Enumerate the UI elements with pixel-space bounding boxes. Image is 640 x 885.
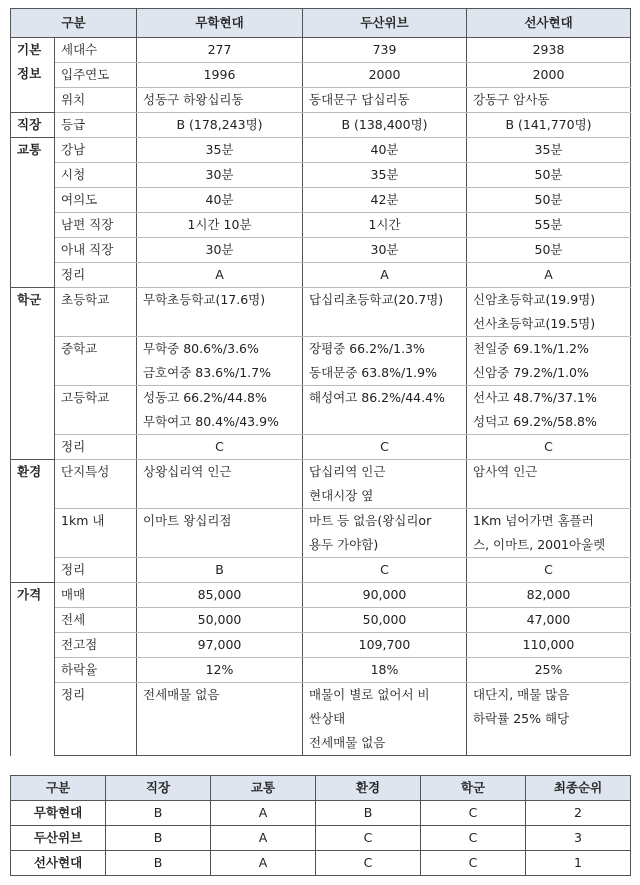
row-label: 등급 [55,113,137,138]
value-cell: 성동구 하왕십리동 [137,88,303,113]
table-row [11,88,631,113]
row-label: 하락율 [55,658,137,683]
value-cell: 선사고 48.7%/37.1% 성덕고 69.2%/58.8% [467,386,631,435]
table-row [11,608,631,633]
value-cell: 25% [467,658,631,683]
value-cell: C [467,435,631,460]
summary-header-cell: 교통 [211,776,316,801]
summary-header-cell: 최종순위 [526,776,631,801]
value-cell: 739 [303,38,467,63]
table-row [11,558,631,583]
value-cell: 2000 [467,63,631,88]
value-cell: 42분 [303,188,467,213]
value-cell: C [303,435,467,460]
table-row [11,163,631,188]
value-cell: 전세매물 없음 [137,683,303,756]
row-label: 정리 [55,558,137,583]
value-cell: 1Km 넘어가면 홈플러 스, 이마트, 2001아울렛 [467,509,631,558]
value-cell: 상왕십리역 인근 [137,460,303,509]
value-cell: 30분 [137,238,303,263]
value-cell: 마트 등 없음(왕십리or 용두 가야함) [303,509,467,558]
summary-cell: C [316,851,421,876]
summary-row [11,801,631,826]
value-cell: B (178,243명) [137,113,303,138]
category-label: 환경 [11,460,55,583]
table-row [11,38,631,63]
value-cell: 무학초등학교(17.6명) [137,288,303,337]
value-cell: 90,000 [303,583,467,608]
value-cell: 277 [137,38,303,63]
header-row [11,9,631,38]
row-label: 전세 [55,608,137,633]
value-cell: 110,000 [467,633,631,658]
value-cell: 109,700 [303,633,467,658]
header-apt-3: 선사현대 [467,9,631,38]
value-cell: 대단지, 매물 많음 하락률 25% 해당 [467,683,631,756]
row-label: 시청 [55,163,137,188]
summary-header-cell: 환경 [316,776,421,801]
summary-row-label: 선사현대 [11,851,106,876]
value-cell: 55분 [467,213,631,238]
header-apt-1: 무학현대 [137,9,303,38]
table-row [11,337,631,386]
value-cell: 2000 [303,63,467,88]
row-label: 정리 [55,263,137,288]
value-cell: 성동고 66.2%/44.8% 무학여고 80.4%/43.9% [137,386,303,435]
value-cell: 40분 [303,138,467,163]
summary-cell: 3 [526,826,631,851]
value-cell: 35분 [303,163,467,188]
summary-header-cell: 구분 [11,776,106,801]
value-cell: 40분 [137,188,303,213]
value-cell: 동대문구 답십리동 [303,88,467,113]
value-cell: B (138,400명) [303,113,467,138]
value-cell: 1996 [137,63,303,88]
summary-cell: C [421,801,526,826]
value-cell: A [303,263,467,288]
summary-row-label: 무학현대 [11,801,106,826]
category-label: 기본 정보 [11,38,55,113]
summary-row-label: 두산위브 [11,826,106,851]
row-label: 전고점 [55,633,137,658]
value-cell: 50분 [467,188,631,213]
table-row [11,460,631,509]
summary-cell: A [211,826,316,851]
value-cell: 무학중 80.6%/3.6% 금호여중 83.6%/1.7% [137,337,303,386]
value-cell: 암사역 인근 [467,460,631,509]
table-row [11,658,631,683]
value-cell: 답십리초등학교(20.7명) [303,288,467,337]
value-cell: C [137,435,303,460]
value-cell: 1시간 10분 [137,213,303,238]
table-row [11,386,631,435]
row-label: 단지특성 [55,460,137,509]
summary-cell: B [316,801,421,826]
summary-cell: A [211,851,316,876]
summary-cell: 1 [526,851,631,876]
summary-cell: B [106,826,211,851]
value-cell: 장평중 66.2%/1.3% 동대문중 63.8%/1.9% [303,337,467,386]
category-label: 교통 [11,138,55,288]
table-row [11,113,631,138]
value-cell: B (141,770명) [467,113,631,138]
value-cell: 50,000 [137,608,303,633]
table-row [11,288,631,337]
value-cell: 강동구 암사동 [467,88,631,113]
row-label: 위치 [55,88,137,113]
row-label: 초등학교 [55,288,137,337]
value-cell: A [137,263,303,288]
value-cell: 답십리역 인근 현대시장 옆 [303,460,467,509]
summary-row [11,826,631,851]
value-cell: C [467,558,631,583]
value-cell: 18% [303,658,467,683]
table-row [11,633,631,658]
value-cell: 82,000 [467,583,631,608]
category-label: 가격 [11,583,55,756]
value-cell: 35분 [467,138,631,163]
value-cell: B [137,558,303,583]
value-cell: 30분 [137,163,303,188]
row-label: 입주연도 [55,63,137,88]
header-category: 구분 [11,9,137,38]
table-row [11,683,631,756]
value-cell: 이마트 왕십리점 [137,509,303,558]
row-label: 남편 직장 [55,213,137,238]
value-cell: 매물이 별로 없어서 비 싼상태 전세매물 없음 [303,683,467,756]
table-row [11,63,631,88]
category-label: 학군 [11,288,55,460]
value-cell: 신암초등학교(19.9명) 선사초등학교(19.5명) [467,288,631,337]
value-cell: 50,000 [303,608,467,633]
comparison-table [10,8,631,756]
row-label: 중학교 [55,337,137,386]
table-row [11,213,631,238]
header-apt-2: 두산위브 [303,9,467,38]
value-cell: 30분 [303,238,467,263]
summary-cell: 2 [526,801,631,826]
value-cell: 47,000 [467,608,631,633]
summary-header-cell: 학군 [421,776,526,801]
table-row [11,263,631,288]
table-row [11,138,631,163]
table-row [11,435,631,460]
value-cell: 50분 [467,238,631,263]
value-cell: 2938 [467,38,631,63]
summary-cell: A [211,801,316,826]
row-label: 강남 [55,138,137,163]
table-row [11,238,631,263]
row-label: 정리 [55,683,137,756]
summary-cell: C [421,851,526,876]
value-cell: 해성여고 86.2%/44.4% [303,386,467,435]
table-row [11,509,631,558]
summary-cell: C [316,826,421,851]
table-row [11,188,631,213]
value-cell: C [303,558,467,583]
row-label: 여의도 [55,188,137,213]
summary-cell: B [106,801,211,826]
row-label: 세대수 [55,38,137,63]
value-cell: 85,000 [137,583,303,608]
summary-cell: C [421,826,526,851]
value-cell: A [467,263,631,288]
summary-header-cell: 직장 [106,776,211,801]
summary-header-row [11,776,631,801]
value-cell: 천일중 69.1%/1.2% 신암중 79.2%/1.0% [467,337,631,386]
value-cell: 50분 [467,163,631,188]
row-label: 1km 내 [55,509,137,558]
row-label: 아내 직장 [55,238,137,263]
row-label: 정리 [55,435,137,460]
summary-row [11,851,631,876]
summary-cell: B [106,851,211,876]
value-cell: 35분 [137,138,303,163]
value-cell: 12% [137,658,303,683]
value-cell: 97,000 [137,633,303,658]
summary-table [10,775,631,876]
row-label: 매매 [55,583,137,608]
category-label: 직장 [11,113,55,138]
table-row [11,583,631,608]
row-label: 고등학교 [55,386,137,435]
value-cell: 1시간 [303,213,467,238]
